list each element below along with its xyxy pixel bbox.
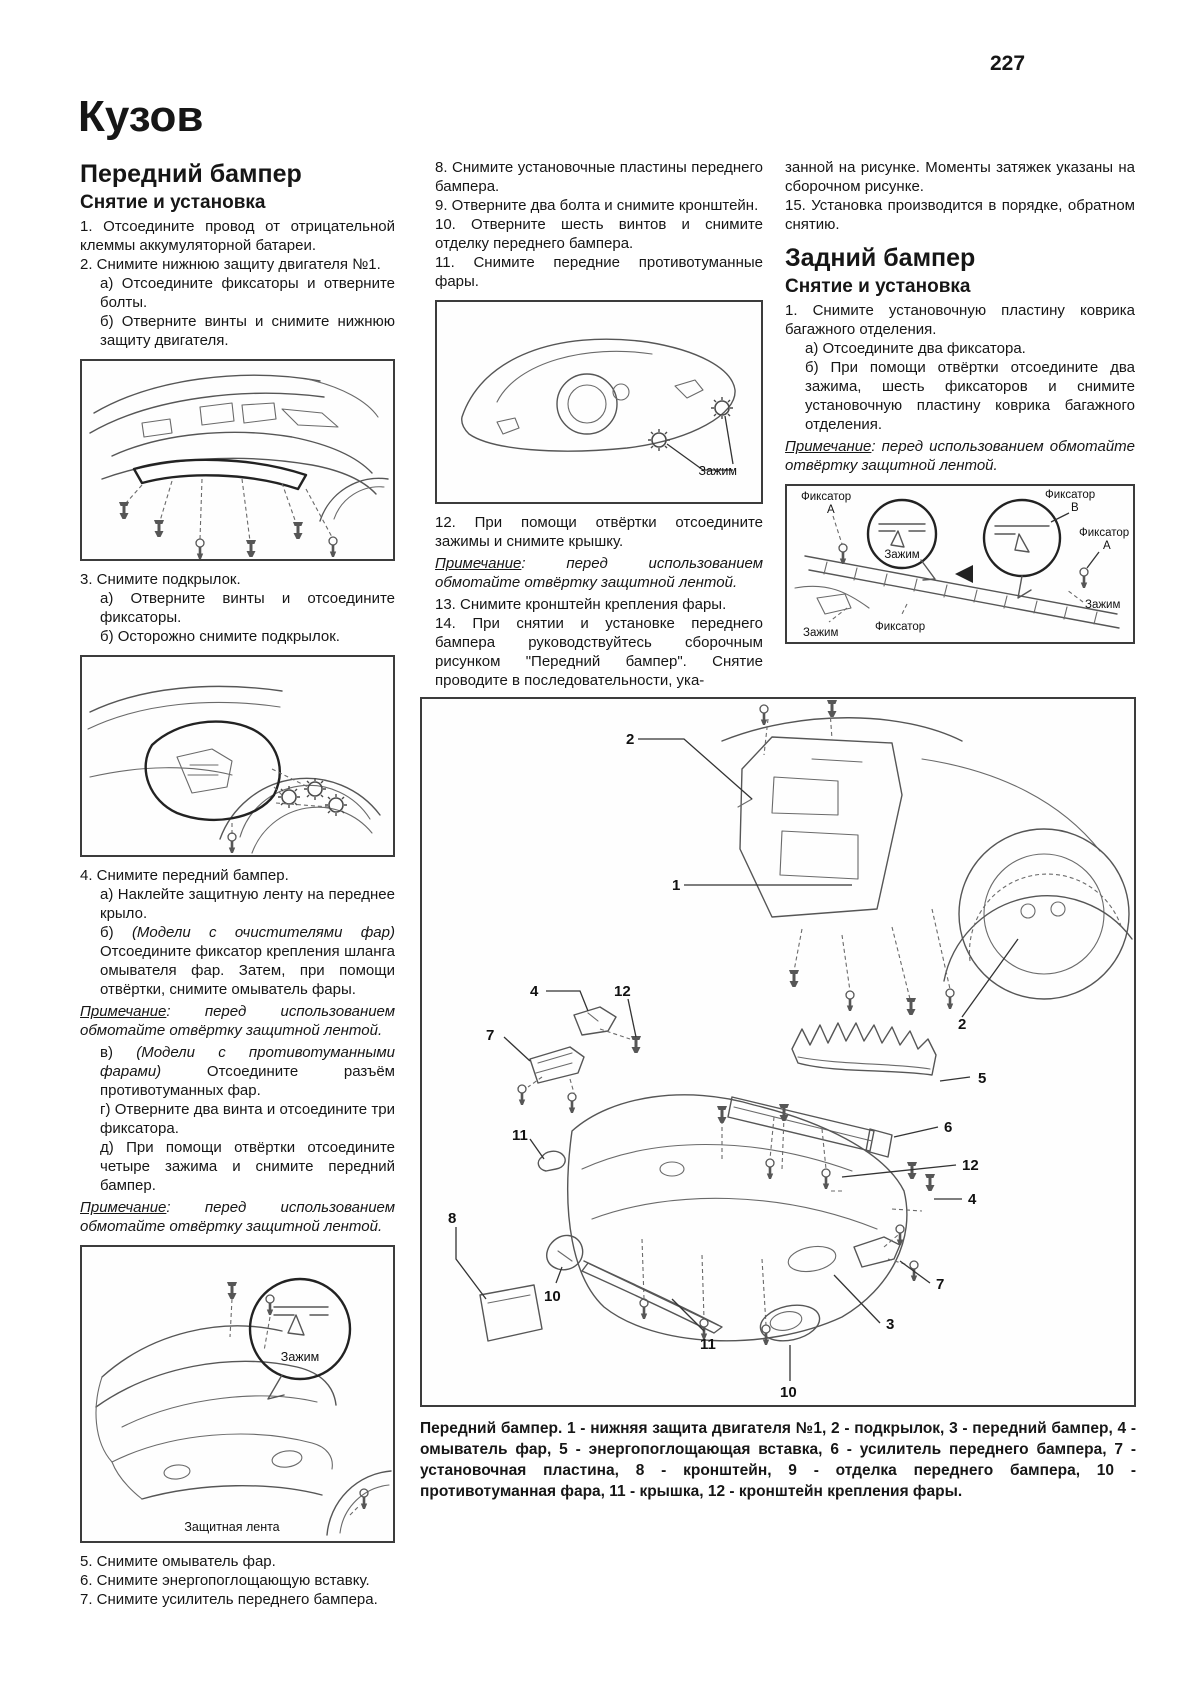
trim-strip-sketch bbox=[582, 1261, 722, 1333]
step-12: 12. При помощи отвёртки отсоедините зажимы и снимите крышку. bbox=[435, 514, 763, 550]
step-4: 4. Снимите передний бампер. bbox=[80, 867, 289, 884]
part-label-4a: 4 bbox=[530, 983, 539, 1000]
step-3: 3. Снимите подкрылок. bbox=[80, 571, 241, 588]
step-13: 13. Снимите кронштейн крепления фары. bbox=[435, 596, 727, 613]
rear-step-1a: а) Отсоедините два фиксатора. bbox=[805, 340, 1026, 357]
note-middle: Примечание: перед использованием обмотайте отвёртку защитной лентой. bbox=[435, 555, 763, 591]
fixator-a-label: Фиксатор bbox=[801, 491, 852, 503]
exploded-view-drawing bbox=[422, 699, 1134, 1405]
step-4v: в) (Модели с противотуманными фарами) Отсоедините разъём противотуманных фар. bbox=[100, 1044, 396, 1099]
fixator-b-letter: В bbox=[1071, 502, 1079, 514]
figure-caption: Передний бампер. 1 - нижняя защита двигателя №1, 2 - подкрылок, 3 - передний бампер, 4 - омыватель фар, 5 - энергопоглощающая вставка, 6 - усилитель переднего бампера, 7 - установочная пластина, 8 - кронштейн, 9 - отделка переднего бампера, 10 - противотуманная фара, 11 - крышка, 12 - кронштейн крепления фары. bbox=[420, 1420, 1136, 1500]
step-4g: г) Отверните два винта и отсоедините три фиксатора. bbox=[100, 1101, 395, 1137]
fender-liner-drawing bbox=[82, 657, 393, 855]
part-label-2b: 2 bbox=[958, 1016, 967, 1033]
headlight-clip-label: Зажим bbox=[698, 464, 737, 478]
car-front-sketch bbox=[722, 700, 1132, 1015]
part-label-1: 1 bbox=[672, 877, 681, 894]
part-label-5: 5 bbox=[978, 1070, 987, 1087]
fixator-a2-letter: А bbox=[1103, 540, 1111, 552]
step-11: 11. Снимите передние противотуманные фары. bbox=[435, 254, 763, 290]
page-number: 227 bbox=[990, 52, 1026, 75]
leader-lines bbox=[456, 739, 1018, 1381]
fixator-a2-label: Фиксатор bbox=[1079, 527, 1130, 539]
step-4b: б) (Модели с очистителями фар) Отсоедините фиксатор крепления шланга омывателя фар. Затем, при помощи отвёртки, снимите омыватель фары. bbox=[100, 924, 395, 998]
step-3b: б) Осторожно снимите подкрылок. bbox=[100, 628, 340, 645]
part-label-10b: 10 bbox=[780, 1384, 797, 1401]
column-right bbox=[785, 158, 1135, 653]
part-label-12b: 12 bbox=[962, 1157, 979, 1174]
step-15: 15. Установка производится в порядке, обратном снятию. bbox=[785, 197, 1135, 233]
page-title: Кузов bbox=[78, 92, 204, 141]
figure-headlight-clips bbox=[435, 300, 763, 504]
part-label-2a: 2 bbox=[626, 731, 635, 748]
figure-protective-tape bbox=[80, 1245, 395, 1543]
bracket-plate-sketch bbox=[480, 1285, 542, 1341]
clip-callout-label: Зажим bbox=[280, 1350, 320, 1364]
front-bumper-subheading: Снятие и установка bbox=[80, 192, 266, 213]
column-left bbox=[80, 160, 395, 1609]
step-10: 10. Отверните шесть винтов и снимите отделку переднего бампера. bbox=[435, 216, 763, 252]
step-14: 14. При снятии и установке переднего бампера руководствуйтесь сборочным рисунком "Передний бампер". Снятие проводите в последовательности, ука- bbox=[435, 615, 763, 689]
part-label-4b: 4 bbox=[968, 1191, 977, 1208]
step-4a: а) Наклейте защитную ленту на переднее крыло. bbox=[100, 886, 395, 922]
part-label-7a: 7 bbox=[486, 1027, 495, 1044]
note-front-1: Примечание: перед использованием обмотайте отвёртку защитной лентой. bbox=[80, 1003, 395, 1039]
part-label-6: 6 bbox=[944, 1119, 953, 1136]
lower-guard-drawing bbox=[82, 361, 393, 559]
reinforcement-bar-sketch bbox=[728, 1097, 892, 1189]
trim-clip-label-2: Зажим bbox=[1085, 599, 1121, 611]
step-3a: а) Отверните винты и отсоедините фиксаторы. bbox=[100, 590, 395, 626]
step-2b: б) Отверните винты и снимите нижнюю защиту двигателя. bbox=[100, 313, 395, 349]
step-4d: д) При помощи отвёртки отсоедините четыре зажима и снимите передний бампер. bbox=[100, 1139, 395, 1194]
trim-clip-label-3: Зажим bbox=[803, 627, 839, 639]
trim-clip-label-1: Зажим bbox=[884, 549, 920, 561]
rear-bumper-subheading: Снятие и установка bbox=[785, 276, 971, 297]
rear-step-1b: б) При помощи отвёртки отсоедините два зажима, шесть фиксаторов и снимите установочную пластину коврика багажного отделения. bbox=[805, 359, 1135, 433]
step-2: 2. Снимите нижнюю защиту двигателя №1. bbox=[80, 256, 381, 273]
fixator-b-label: Фиксатор bbox=[1045, 489, 1096, 501]
cap-part-sketch bbox=[538, 1151, 565, 1171]
fixator-bottom-label: Фиксатор bbox=[875, 621, 926, 633]
figure-front-bumper-exploded bbox=[420, 697, 1136, 1407]
bracket-sketch bbox=[518, 1047, 584, 1113]
protective-tape-drawing bbox=[82, 1247, 393, 1541]
column-middle bbox=[435, 158, 763, 690]
rear-bumper-heading: Задний бампер bbox=[785, 244, 976, 272]
energy-absorber-sketch bbox=[792, 1023, 936, 1075]
trim-plate-drawing bbox=[787, 486, 1133, 642]
direction-arrow bbox=[955, 565, 973, 583]
figure-lower-engine-guard bbox=[80, 359, 395, 561]
front-bumper-heading: Передний бампер bbox=[80, 160, 302, 188]
part-label-8: 8 bbox=[448, 1210, 457, 1227]
step-7: 7. Снимите усилитель переднего бампера. bbox=[80, 1591, 378, 1608]
part-label-7b: 7 bbox=[936, 1276, 945, 1293]
part-label-3: 3 bbox=[886, 1316, 895, 1333]
part-label-11b: 11 bbox=[700, 1336, 716, 1353]
step-9: 9. Отверните два болта и снимите кронштейн. bbox=[435, 197, 759, 214]
part-label-10a: 10 bbox=[544, 1288, 561, 1305]
part-label-11a: 11 bbox=[512, 1127, 528, 1144]
rear-step-1: 1. Снимите установочную пластину коврика багажного отделения. bbox=[785, 302, 1135, 338]
tape-label: Защитная лента bbox=[184, 1520, 280, 1534]
step-6: 6. Снимите энергопоглощающую вставку. bbox=[80, 1572, 370, 1589]
figure-trunk-trim-plate bbox=[785, 484, 1135, 644]
step-2a: а) Отсоедините фиксаторы и отверните болты. bbox=[100, 275, 395, 311]
step-8: 8. Снимите установочные пластины переднего бампера. bbox=[435, 159, 763, 195]
step-5: 5. Снимите омыватель фар. bbox=[80, 1553, 276, 1570]
fixator-a-letter: А bbox=[827, 504, 835, 516]
note-right: Примечание: перед использованием обмотайте отвёртку защитной лентой. bbox=[785, 438, 1135, 474]
cover-part-sketch bbox=[547, 1235, 583, 1269]
part-label-12a: 12 bbox=[614, 983, 631, 1000]
step-14-continued: занной на рисунке. Моменты затяжек указаны на сборочном рисунке. bbox=[785, 159, 1135, 195]
step-1: 1. Отсоедините провод от отрицательной клеммы аккумуляторной батареи. bbox=[80, 218, 395, 254]
note-front-2: Примечание: перед использованием обмотайте отвёртку защитной лентой. bbox=[80, 1199, 395, 1235]
headlight-drawing bbox=[437, 302, 761, 502]
figure-fender-liner bbox=[80, 655, 395, 857]
